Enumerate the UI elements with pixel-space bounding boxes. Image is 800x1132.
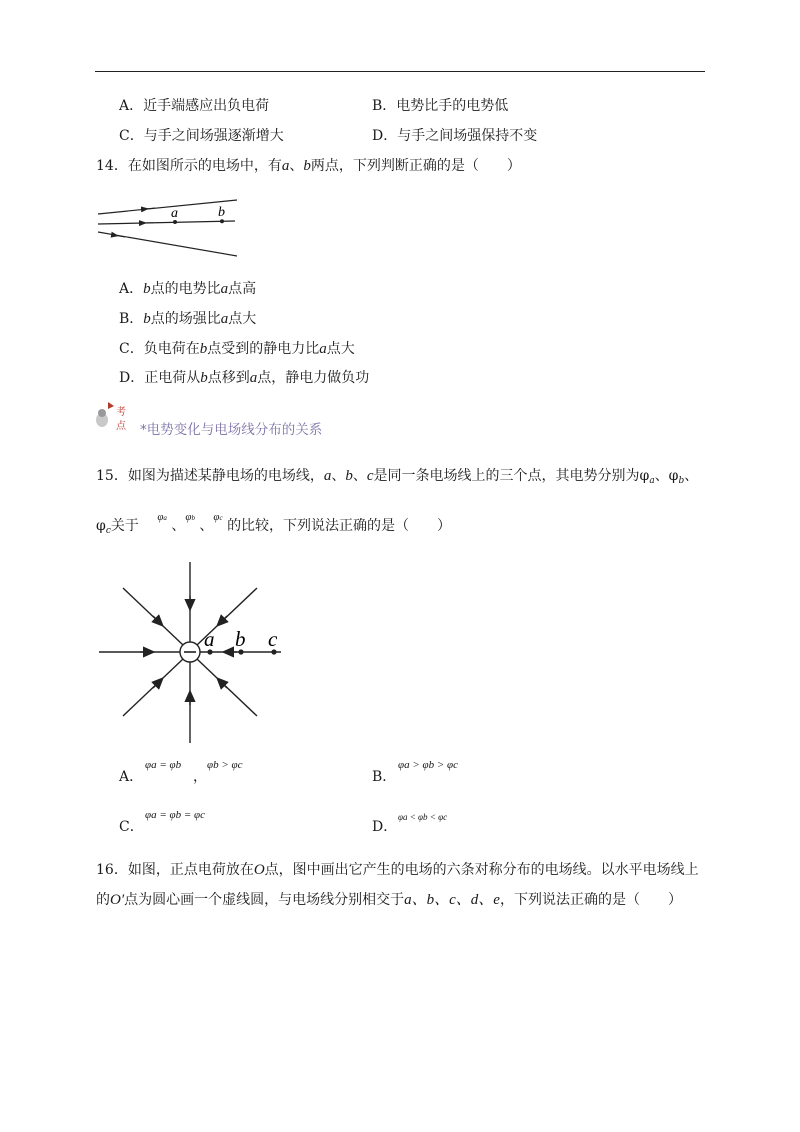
q15-option-a-sep: ， <box>193 769 207 785</box>
field-line-middle <box>98 221 235 224</box>
q16-stem-line1: 16．如图，正点电荷放在O点，图中画出它产生的电场的六条对称分布的电场线。以水平电场线上 <box>96 862 699 878</box>
q15-option-c-label: C． <box>119 819 144 835</box>
label-a: a <box>171 206 178 221</box>
q14-option-b: B．b点的场强比a点大 <box>119 311 257 327</box>
svg-text:考: 考 <box>116 407 126 418</box>
q15-option-a-formula2: φb > φc <box>207 759 243 771</box>
q14-option-d: D．正电荷从b点移到a点，静电力做负功 <box>119 370 370 386</box>
q15-option-b-label: B． <box>372 769 397 785</box>
q15-option-c-formula: φa = φb = φc <box>145 809 205 821</box>
field-line-top <box>98 200 237 214</box>
q14-option-a: A．b点的电势比a点高 <box>119 281 257 297</box>
q15-option-d-formula: φa < φb < φc <box>398 812 448 822</box>
knowledge-point-icon <box>92 400 134 434</box>
label-b: b <box>218 205 225 220</box>
q15-option-a-formula1: φa = φb <box>145 759 182 771</box>
q15-stem-line2: $\varphi_c$关于 $^{\varphi a}$ 、$^{\varphi b}$ 、$^{\varphi c}$ 的比较，下列说法正确的是（ ） <box>96 511 452 536</box>
label-c: c <box>268 627 278 651</box>
q13-option-a: A．近手端感应出负电荷 <box>119 98 270 114</box>
q15-option-a-label: A． <box>119 769 144 785</box>
svg-text:点: 点 <box>116 421 126 432</box>
q15-field-figure <box>95 560 285 745</box>
q13-option-c: C．与手之间场强逐渐增大 <box>119 128 284 144</box>
q13-option-b: B．电势比手的电势低 <box>372 98 509 114</box>
header-rule <box>95 71 705 72</box>
q13-option-d: D．与手之间场强保持不变 <box>372 128 538 144</box>
q14-stem: 14．在如图所示的电场中，有a、b两点，下列判断正确的是（ ） <box>96 158 521 174</box>
q15-option-d-label: D． <box>372 819 398 835</box>
q15-option-b-formula: φa > φb > φc <box>398 759 458 771</box>
knowledge-point-text: *电势变化与电场线分布的关系 <box>140 422 323 438</box>
q14-field-figure <box>95 198 240 260</box>
q16-stem-line2: 的O′点为圆心画一个虚线圆，与电场线分别相交于a、b、c、d、e，下列说法正确的是（ ） <box>96 892 682 908</box>
label-a: a <box>204 627 215 651</box>
q15-stem-line1: 15．如图为描述某静电场的电场线，a、b、c是同一条电场线上的三个点，其电势分别为$\varphi_a$、$\varphi_b$、 <box>96 468 699 486</box>
label-b: b <box>235 627 246 651</box>
q14-option-c: C．负电荷在b点受到的静电力比a点大 <box>119 341 355 357</box>
